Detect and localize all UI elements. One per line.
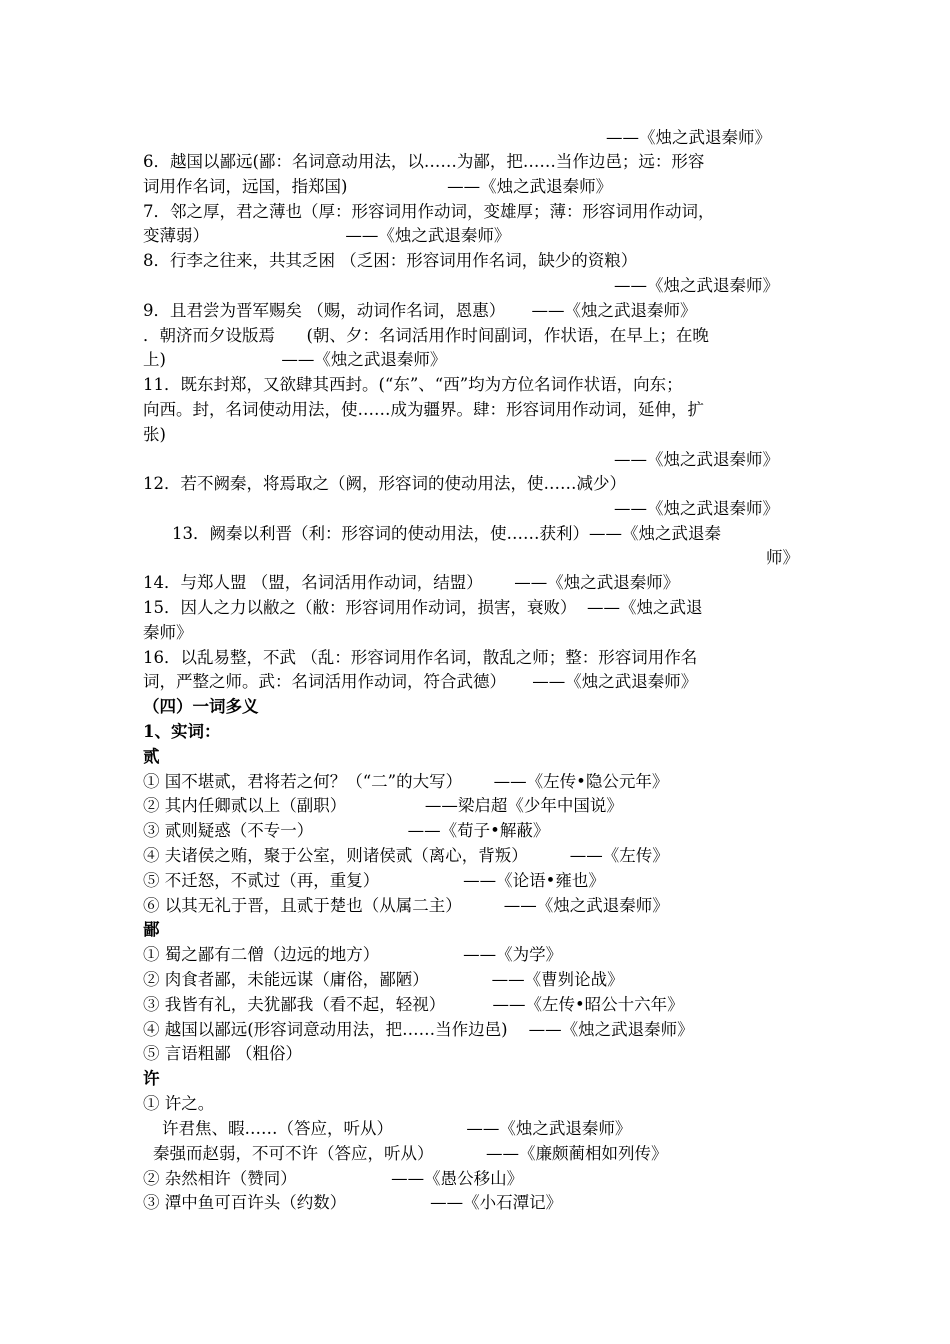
text-line: ① 许之。 [143,1094,215,1113]
section-heading: （四）一词多义 [143,697,259,716]
word-heading: 鄙 [143,920,160,939]
text-line: 15．因人之力以敝之（敝：形容词用作动词，损害，衰败） ——《烛之武退 [143,598,703,617]
text-line: ⑥ 以其无礼于晋，且贰于楚也（从属二主） ——《烛之武退秦师》 [143,896,669,915]
text-line: 向西。封，名词使动用法，使……成为疆界。肆：形容词用作动词，延伸，扩 [143,400,704,419]
text-line: 词，严整之师。武：名词活用作动词，符合武德） ——《烛之武退秦师》 [143,672,698,691]
text-line: 9．且君尝为晋军赐矣 （赐，动词作名词，恩惠） ——《烛之武退秦师》 [143,301,697,320]
text-line: ——《烛之武退秦师》 [614,276,779,295]
text-line: 7．邻之厚，君之薄也（厚：形容词用作动词，变雄厚；薄：形容词用作动词， [143,202,715,221]
text-line: ④ 越国以鄙远(形容词意动用法，把……当作边邑) ——《烛之武退秦师》 [143,1020,694,1039]
text-line: ⑤ 言语粗鄙 （粗俗） [143,1044,302,1063]
text-line: 14．与郑人盟 （盟，名词活用作动词，结盟） ——《烛之武退秦师》 [143,573,680,592]
text-line: ④ 夫诸侯之贿，聚于公室，则诸侯贰（离心，背叛） ——《左传》 [143,846,669,865]
text-line: ③ 贰则疑惑（不专一） ——《荀子•解蔽》 [143,821,550,840]
text-line: ——《烛之武退秦师》 [614,450,779,469]
text-line: 上) ——《烛之武退秦师》 [143,350,447,369]
text-line: ② 肉食者鄙，未能远谋（庸俗，鄙陋） ——《曹刿论战》 [143,970,624,989]
text-line: ① 蜀之鄙有二僧（边远的地方） ——《为学》 [143,945,563,964]
text-line: 12．若不阙秦，将焉取之（阙，形容词的使动用法，使……减少） [143,474,626,493]
text-line: 秦师》 [143,623,193,642]
text-line: 词用作名词，远国，指郑国) ——《烛之武退秦师》 [143,177,613,196]
text-line: ③ 我皆有礼，夫犹鄙我（看不起，轻视） ——《左传•昭公十六年》 [143,995,684,1014]
text-line: 师》 [766,548,799,567]
text-line: ⑤ 不迁怒，不贰过（再，重复） ——《论语•雍也》 [143,871,605,890]
text-line: 16．以乱易整，不武 （乱：形容词用作名词，散乱之师；整：形容词用作名 [143,648,698,667]
text-line: 13．阙秦以利晋（利：形容词的使动用法，使……获利）——《烛之武退秦 [172,524,721,543]
word-heading: 许 [143,1069,160,1088]
text-line: 变薄弱） ——《烛之武退秦师》 [143,226,511,245]
text-line: 6．越国以鄙远(鄙：名词意动用法，以……为鄙，把……当作边邑；远：形容 [143,152,705,171]
text-line: ③ 潭中鱼可百许头（约数） ——《小石潭记》 [143,1193,563,1212]
text-line: ——《烛之武退秦师》 [614,499,779,518]
text-line: ——《烛之武退秦师》 [606,128,771,147]
text-line: ① 国不堪贰，君将若之何？（“二”的大写） ——《左传•隐公元年》 [143,772,669,791]
text-line: 张) [143,425,166,444]
text-line: 8．行李之往来，共其乏困 （乏困：形容词用作名词，缺少的资粮） [143,251,638,270]
text-line: ．朝济而夕设版焉 (朝、夕：名词活用作时间副词，作状语，在早上；在晚 [143,326,709,345]
word-heading: 贰 [143,747,160,766]
subsection-heading: 1、实词： [143,722,221,741]
text-line: 11．既东封郑，又欲肆其西封。(“东”、“西”均为方位名词作状语，向东； [143,375,683,394]
text-line: ② 其内任卿贰以上（副职） ——梁启超《少年中国说》 [143,796,623,815]
text-line: 许君焦、暇……（答应，听从） ——《烛之武退秦师》 [162,1119,632,1138]
text-line: 秦强而赵弱，不可不许（答应，听从） ——《廉颇蔺相如列传》 [153,1144,668,1163]
text-line: ② 杂然相许（赞同） ——《愚公移山》 [143,1169,524,1188]
